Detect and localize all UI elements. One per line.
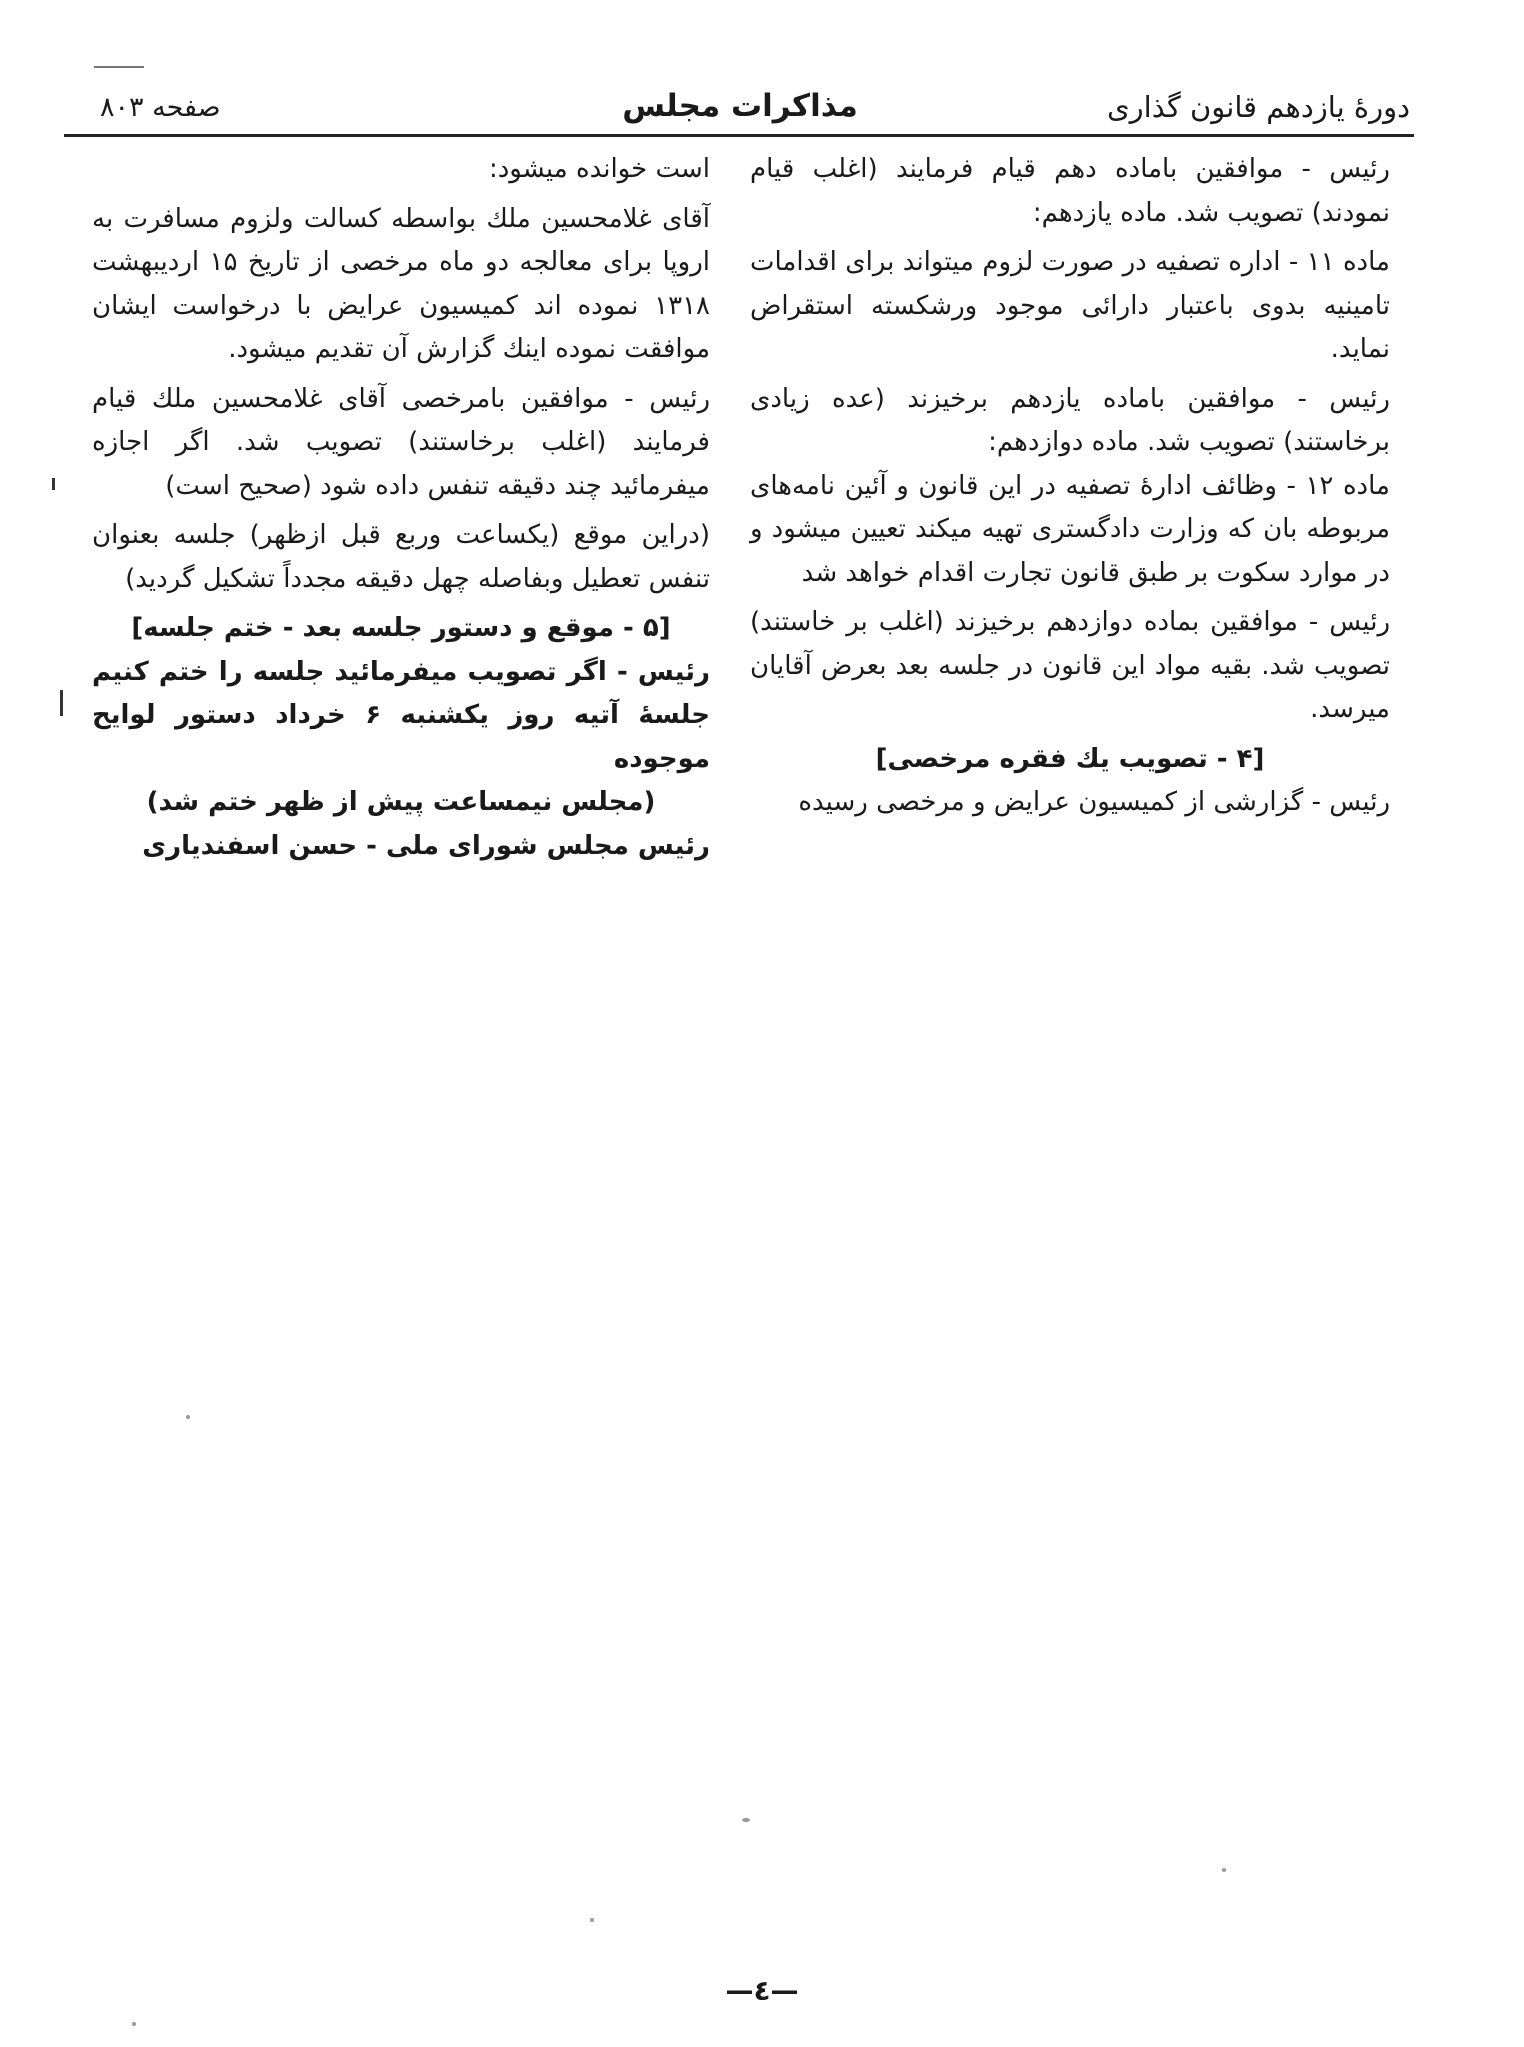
top-dash-mark bbox=[94, 66, 144, 68]
paragraph: (دراین موقع (یکساعت وربع قبل ازظهر) جلسه بعنوان تنفس تعطیل وبفاصله چهل دقیقه مجدداً تشکیل گردید) bbox=[92, 520, 710, 594]
paragraph: ماده ۱۱ - اداره تصفیه در صورت لزوم میتواند برای اقدامات تامینیه بدوی باعتبار دارائی موجود ورشکسته استقراض نماید. bbox=[750, 247, 1390, 364]
paragraph: رئیس - موافقین باماده دهم قیام فرمایند (اغلب قیام نمودند) تصویب شد. ماده یازدهم: bbox=[750, 154, 1390, 228]
margin-mark bbox=[52, 478, 55, 490]
paragraph: ماده ۱۲ - وظائف ادارهٔ تصفیه در این قانون و آئین نامه‌های مربوطه بان که وزارت دادگستری تهیه میکند تعیین میشود و در موارد سکوت بر طبق قانون تجارت اقدام خواهد شد bbox=[750, 470, 1390, 588]
paragraph: رئیس - موافقین بماده دوازدهم برخیزند (اغلب بر خاستند) تصویب شد. بقیه مواد این قانون در جلسه بعد بعرض آقایان میرسد. bbox=[750, 607, 1390, 724]
left-column bbox=[92, 148, 710, 868]
scan-speck bbox=[132, 2022, 136, 2026]
paragraph: رئیس - اگر تصویب میفرمائید جلسه را ختم کنیم جلسهٔ آتیه روز یکشنبه ۶ خرداد دستور لوایح موجوده bbox=[92, 656, 710, 774]
scan-speck bbox=[590, 1918, 594, 1922]
paragraph: رئیس - موافقین باماده یازدهم برخیزند (عده زیادی برخاستند) تصویب شد. ماده دوازدهم: bbox=[750, 383, 1390, 457]
paragraph: رئیس - گزارشی از کمیسیون عرایض و مرخصی رسیده bbox=[798, 787, 1390, 817]
scan-speck bbox=[186, 1415, 190, 1419]
footer-page-number: —٤— bbox=[725, 1974, 799, 2007]
header-term: دورهٔ یازدهم قانون گذاری bbox=[1106, 90, 1410, 124]
paragraph: است خوانده میشود: bbox=[488, 154, 710, 184]
signature: رئیس مجلس شورای ملی - حسن اسفندیاری bbox=[142, 830, 710, 861]
header-page-label: صفحه ۸۰۳ bbox=[100, 92, 221, 123]
header-title: مذاکرات مجلس bbox=[622, 88, 858, 124]
paragraph: آقای غلامحسین ملك بواسطه کسالت ولزوم مسافرت به اروپا برای معالجه دو ماه مرخصی از تاریخ ۱۵ اردیبهشت ۱۳۱۸ نموده اند کمیسیون عرایض با درخواست ایشان موافقت نموده اینك گزارش آن تقدیم میشود. bbox=[92, 203, 710, 364]
scan-speck bbox=[742, 1818, 750, 1822]
page-header bbox=[70, 84, 1410, 130]
paragraph: رئیس - موافقین بامرخصی آقای غلامحسین ملك قیام فرمایند (اغلب برخاستند) تصویب شد. اگر اجازه میفرمائید چند دقیقه تنفس داده شود (صحیح است) bbox=[92, 383, 710, 501]
section-heading: [۴ - تصویب یك فقره مرخصی] bbox=[875, 743, 1265, 774]
section-heading: [۵ - موقع و دستور جلسه بعد - ختم جلسه] bbox=[131, 613, 671, 643]
scan-speck bbox=[1222, 1868, 1226, 1872]
right-column bbox=[750, 148, 1390, 825]
margin-mark bbox=[60, 690, 63, 716]
header-rule bbox=[64, 134, 1414, 137]
closing-note: (مجلس نیمساعت پیش از ظهر ختم شد) bbox=[146, 787, 656, 817]
